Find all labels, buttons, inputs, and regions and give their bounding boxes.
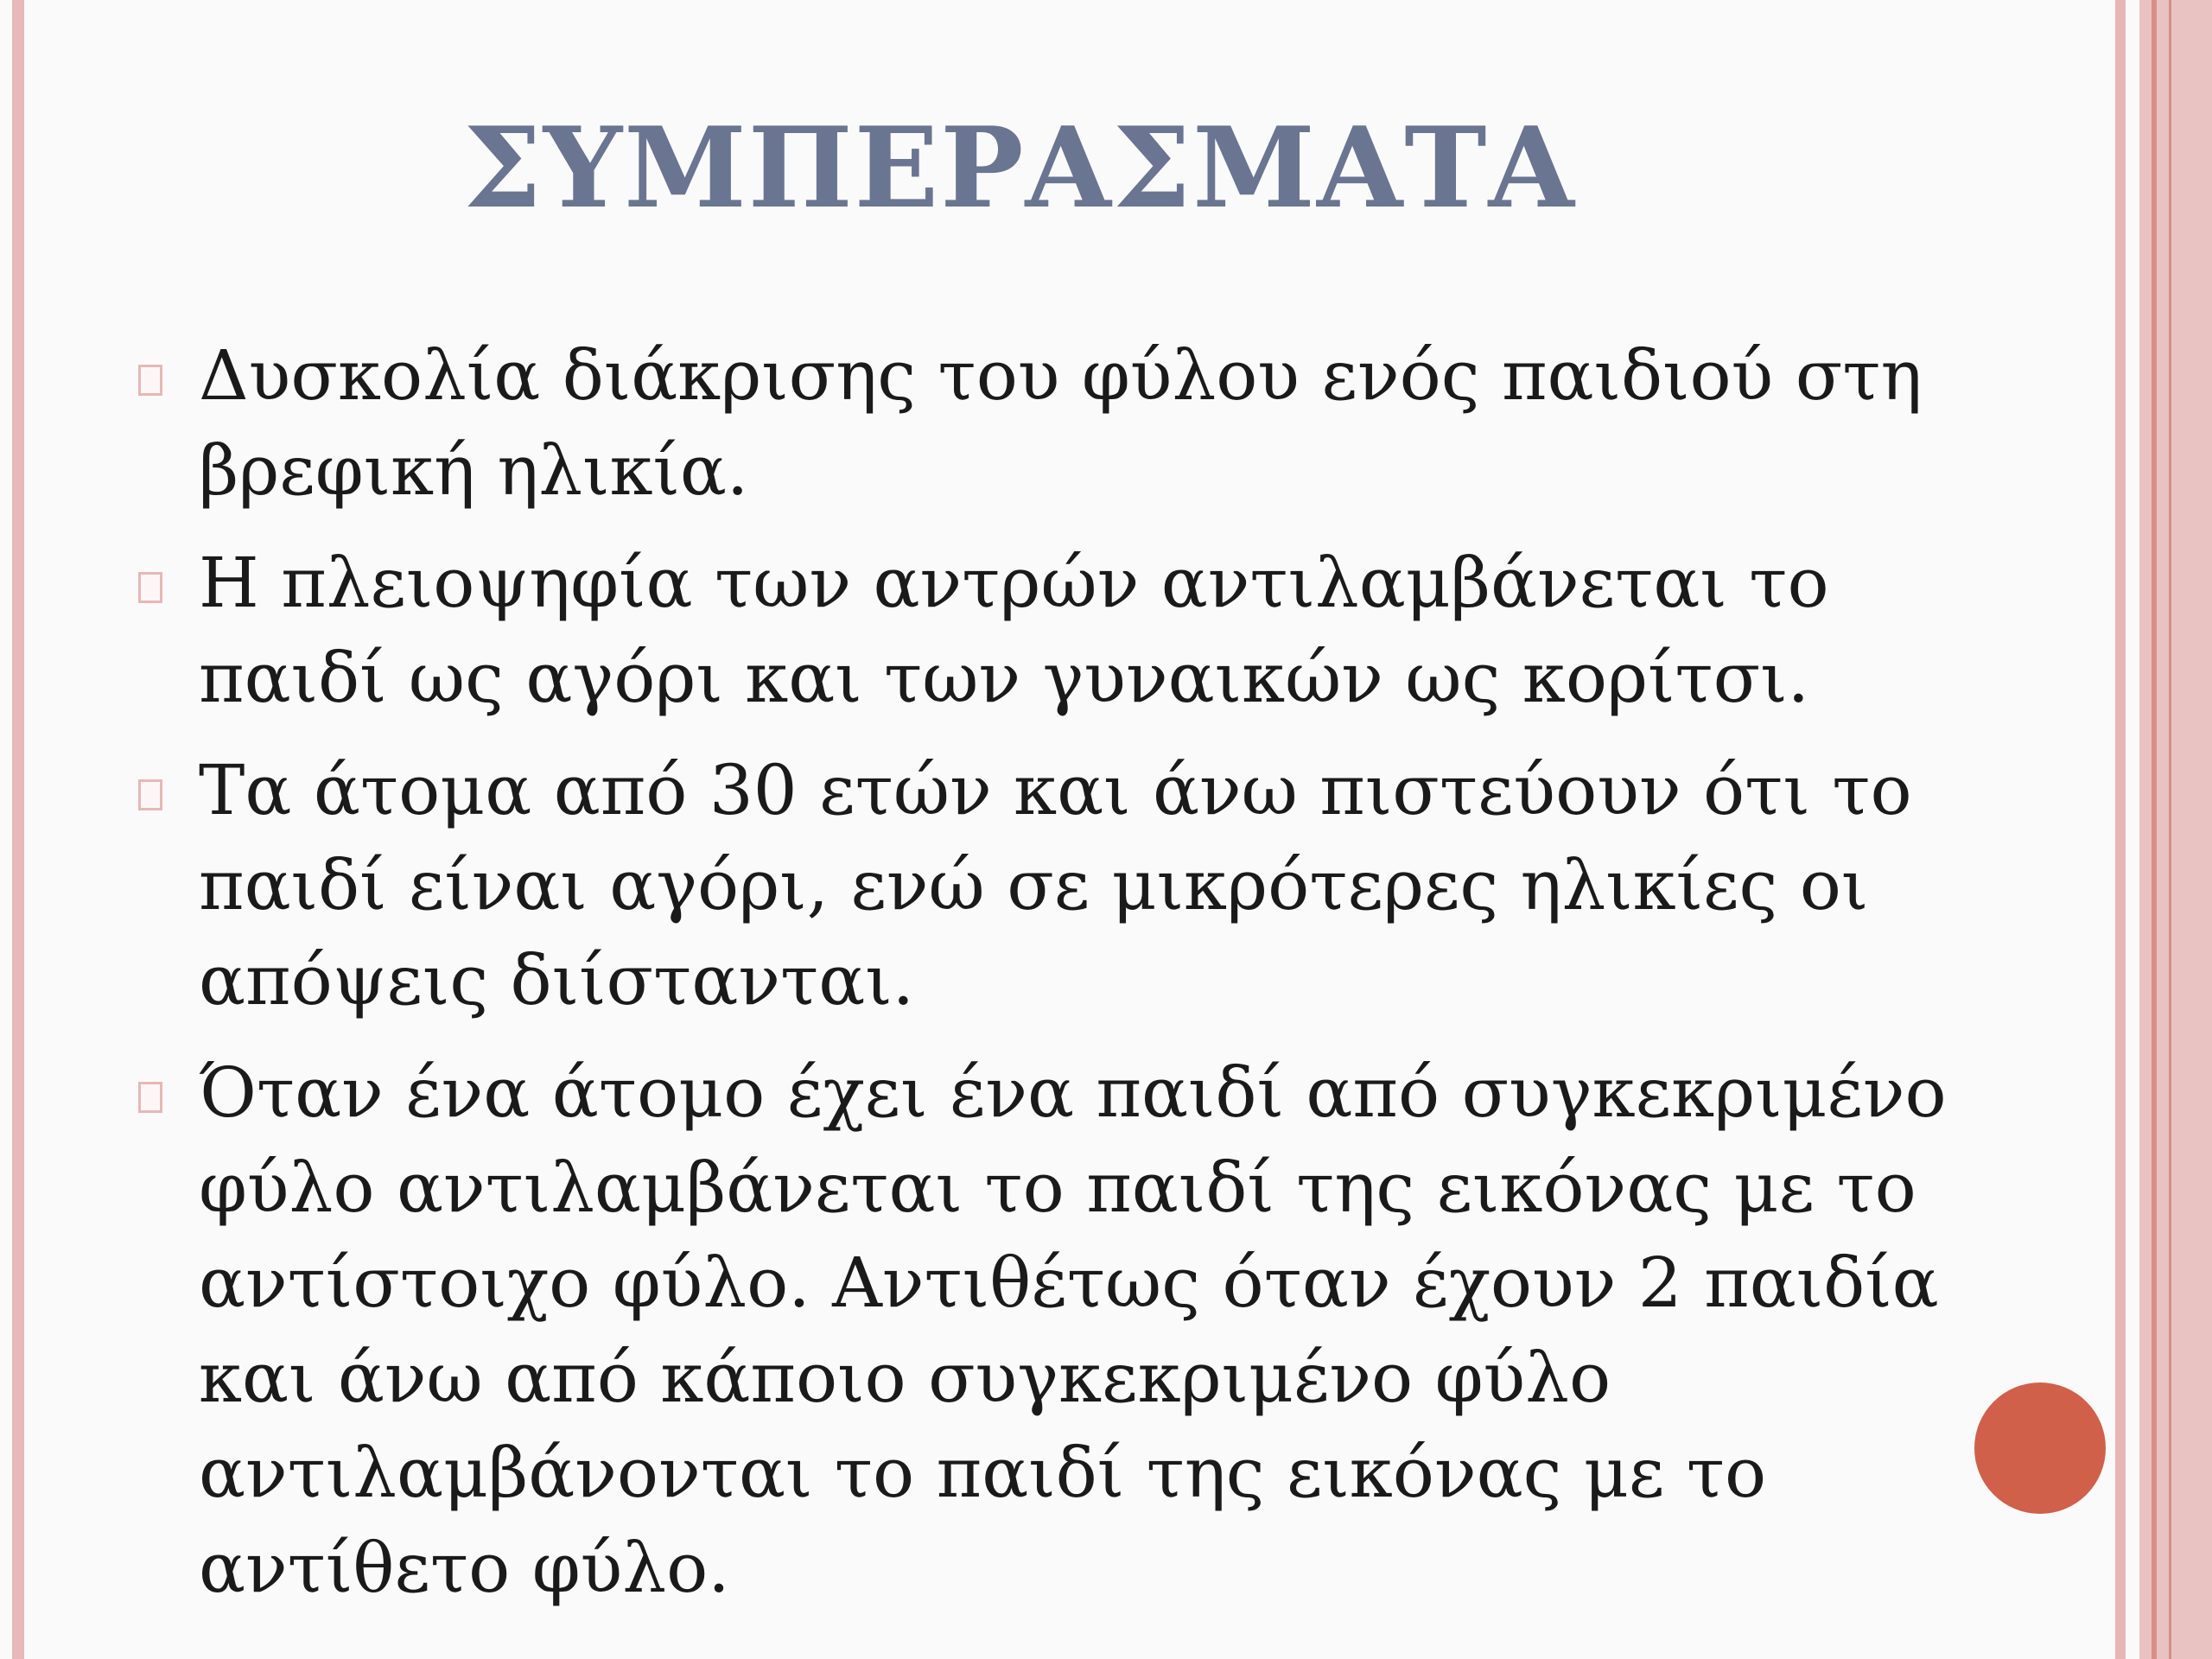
bullet-text: Όταν ένα άτομο έχει ένα παιδί από συγκεκριμένο φύλο αντιλαμβάνεται το παιδί της εικόνας με το αντίστοιχο φύλο. Αντιθέτως όταν έχουν 2 παιδία και άνω από κάποιο συγκεκριμένο φύλο αντιλαμβάνονται το παιδί της εικόνας με το αντίθετο φύλο. xyxy=(199,1052,1947,1608)
bullet-item xyxy=(130,743,2031,1028)
right-border-stripe-thin xyxy=(2169,0,2171,1659)
bullet-square-icon xyxy=(138,1082,162,1113)
decorative-circle xyxy=(1974,1382,2106,1514)
bullet-text: Η πλειοψηφία των αντρών αντιλαμβάνεται το παιδί ως αγόρι και των γυναικών ως κορίτσι. xyxy=(199,543,1829,718)
left-border-line xyxy=(12,0,24,1659)
bullet-text: Τα άτομα από 30 ετών και άνω πιστεύουν ότι το παιδί είναι αγόρι, ενώ σε μικρότερες ηλικίες οι απόψεις διίστανται. xyxy=(199,750,1912,1020)
bullet-item xyxy=(130,536,2031,726)
slide-title: ΣΥΜΠΕΡΑΣΜΑΤΑ xyxy=(463,104,1576,233)
right-border-stripe xyxy=(2152,0,2157,1659)
bullet-list xyxy=(130,328,2031,1633)
right-border-line xyxy=(2115,0,2126,1659)
bullet-item xyxy=(130,1046,2031,1616)
bullet-item xyxy=(130,328,2031,518)
bullet-square-icon xyxy=(138,572,162,603)
bullet-text: Δυσκολία διάκρισης του φύλου ενός παιδιού στη βρεφική ηλικία. xyxy=(199,335,1923,511)
bullet-square-icon xyxy=(138,779,162,810)
bullet-square-icon xyxy=(138,365,162,396)
right-border-band xyxy=(2139,0,2212,1659)
